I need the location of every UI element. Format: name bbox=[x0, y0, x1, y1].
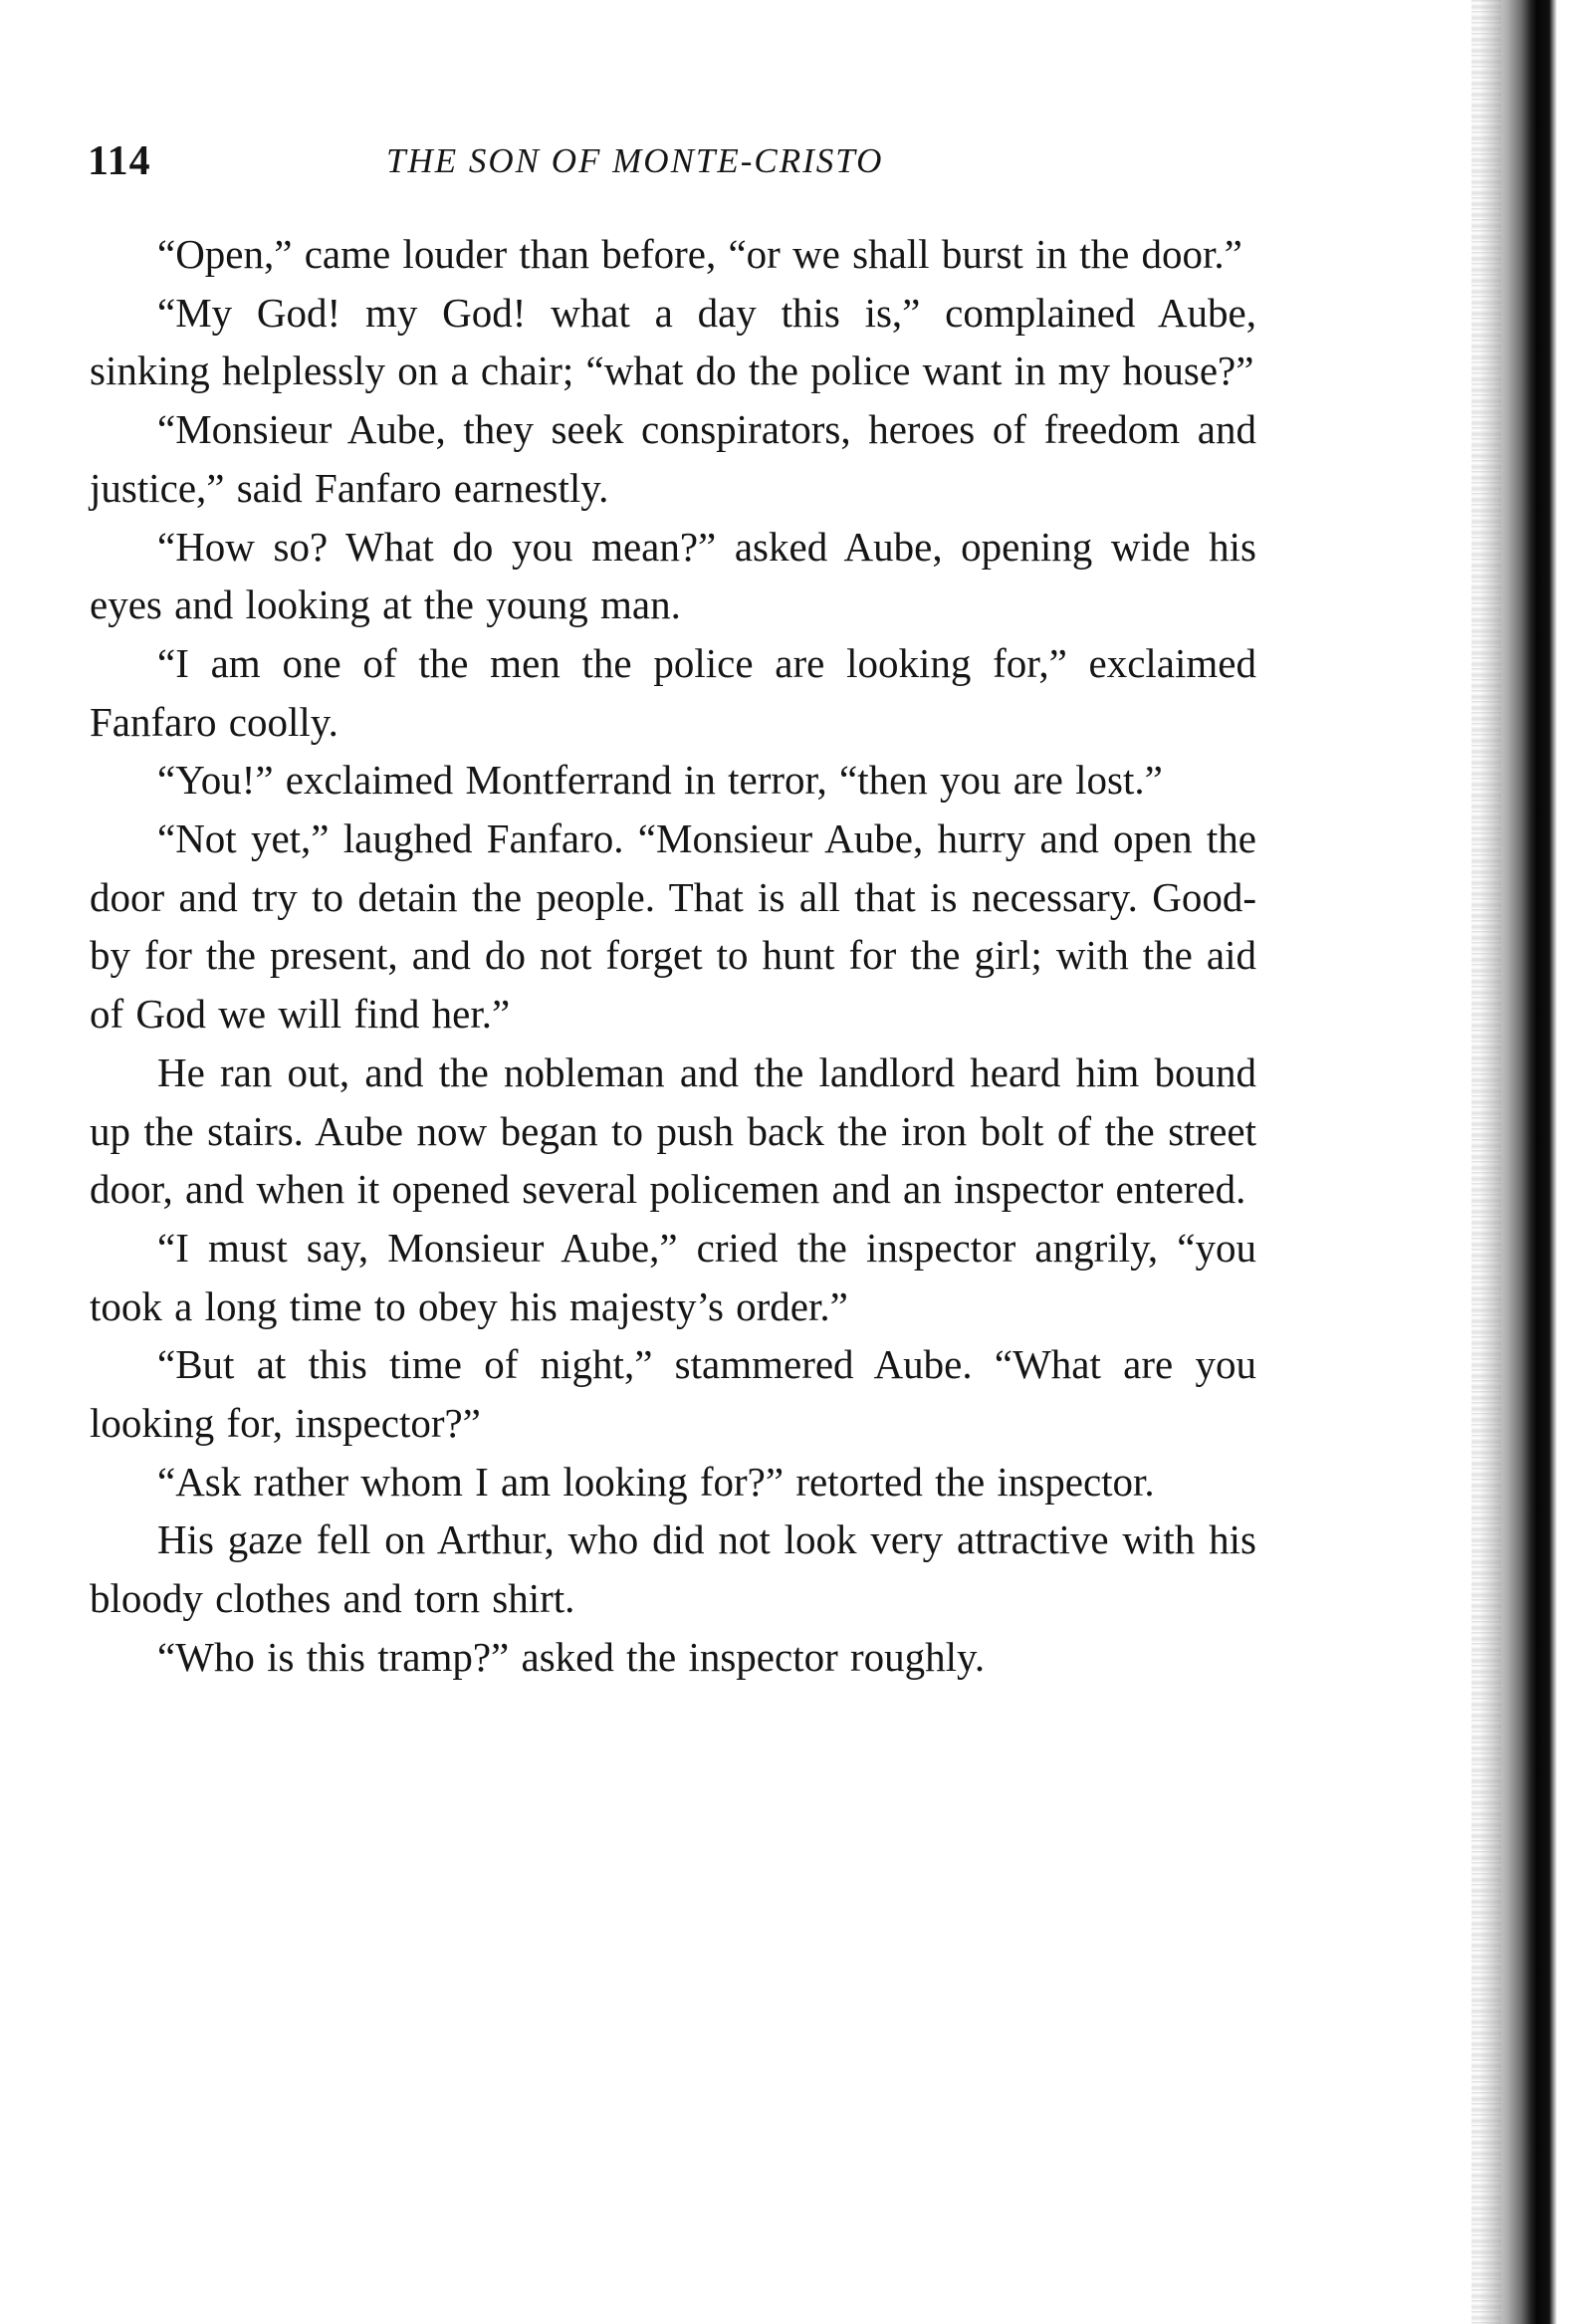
paragraph: “My God! my God! what a day this is,” complained Aube, sinking helplessly on a chair; “what do the police want in my house?” bbox=[90, 289, 1256, 394]
paragraph: “Not yet,” laughed Fanfaro. “Monsieur Aube, hurry and open the door and try to detain the people. That is all that is necessary. Good-by for the present, and do not forget to hunt for the girl; with the aid of God we will find her.” bbox=[90, 815, 1256, 1038]
body-text bbox=[90, 225, 1256, 1687]
paragraph: “Open,” came louder than before, “or we shall burst in the door.” bbox=[157, 231, 1242, 277]
page-gutter-edge bbox=[1479, 0, 1574, 2324]
paragraph: “You!” exclaimed Montferrand in terror, “then you are lost.” bbox=[157, 757, 1163, 804]
paragraph: “But at this time of night,” stammered Aube. “What are you looking for, inspector?” bbox=[90, 1341, 1256, 1447]
paragraph: “I must say, Monsieur Aube,” cried the inspector angrily, “you took a long time to obey his majesty’s order.” bbox=[90, 1224, 1256, 1329]
paragraph: “Who is this tramp?” asked the inspector roughly. bbox=[157, 1633, 986, 1680]
paragraph: “I am one of the men the police are looking for,” exclaimed Fanfaro coolly. bbox=[90, 639, 1256, 745]
page-number: 114 bbox=[88, 138, 151, 184]
running-head: THE SON OF MONTE-CRISTO bbox=[386, 141, 884, 180]
paragraph: “How so? What do you mean?” asked Aube, opening wide his eyes and looking at the young man. bbox=[90, 523, 1256, 628]
paragraph: “Monsieur Aube, they seek conspirators, heroes of freedom and justice,” said Fanfaro earnestly. bbox=[90, 406, 1256, 511]
page-header bbox=[88, 137, 1262, 187]
paragraph: His gaze fell on Arthur, who did not look very attractive with his bloody clothes and torn shirt. bbox=[90, 1516, 1256, 1622]
paragraph: He ran out, and the nobleman and the landlord heard him bound up the stairs. Aube now began to push back the iron bolt of the street door, and when it opened several policemen and an inspector entered. bbox=[90, 1048, 1256, 1213]
paragraph: “Ask rather whom I am looking for?” retorted the inspector. bbox=[157, 1458, 1155, 1505]
